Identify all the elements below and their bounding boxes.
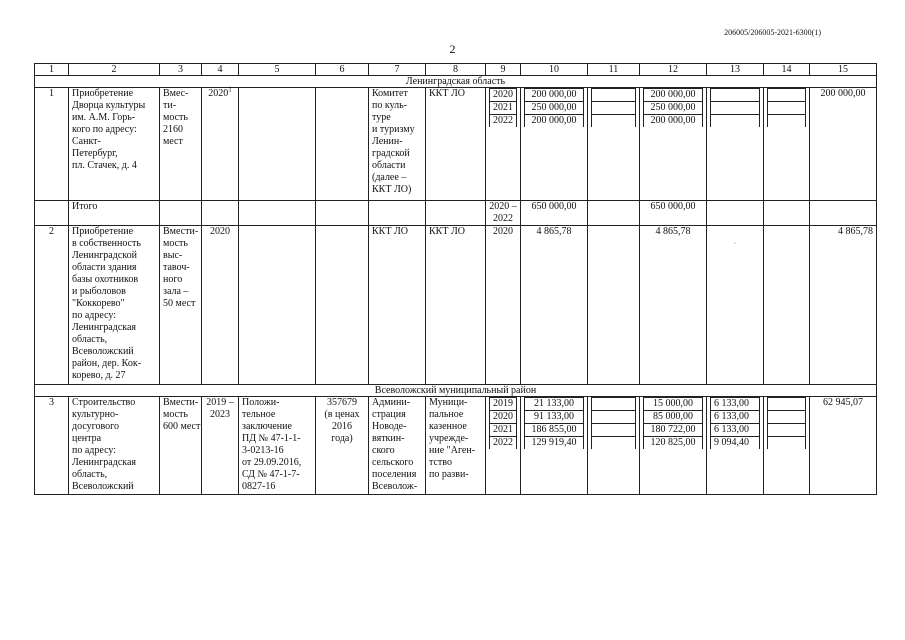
regional-budget: 15 000,00 85 000,00 180 722,00 120 825,00 [640,397,707,495]
total-financing: 21 133,00 91 133,00 186 855,00 129 919,40 [521,397,588,495]
region-title: Ленинградская область [35,76,877,88]
executor: ККТ ЛО [426,226,486,385]
document-id: 206005/206005-2021-6300(1) [724,28,821,37]
finance-years: 2020 2021 2022 [486,88,521,201]
row-number: 3 [35,397,69,495]
balance: 62 945,07 [810,397,877,495]
balance: 200 000,00 [810,88,877,201]
local-budget: · [707,226,764,385]
regional-budget: 200 000,00 250 000,00 200 000,00 [640,88,707,201]
total-years: 2020 – 2022 [486,201,521,226]
column-number: 1 [35,64,69,76]
balance: 4 865,78 [810,226,877,385]
capacity: Вмес- ти- мость 2160 мест [160,88,202,201]
column-header-row [35,64,877,76]
local-budget [707,88,764,201]
column-number: 12 [640,64,707,76]
customer: Админи- страция Новоде- вяткин- ского сельского поселения Всеволож- [369,397,426,495]
finance-years: 2019 2020 2021 2022 [486,397,521,495]
estimated-cost: 357679 (в ценах 2016 года) [316,397,369,495]
object-name: Приобретение Дворца культуры им. А.М. Горь- кого по адресу: Санкт- Петербург, пл. Стачек, д. 4 [69,88,160,201]
capacity: Вмести- мость выс- тавоч- ного зала – 50 мест [160,226,202,385]
regional-budget: 4 865,78 [640,226,707,385]
column-number: 8 [426,64,486,76]
local-budget: 6 133,00 6 133,00 6 133,00 9 094,40 [707,397,764,495]
total-financing: 650 000,00 [521,201,588,226]
object-name: Строительство культурно- досугового центра по адресу: Ленинградская область, Всеволожский [69,397,160,495]
customer: ККТ ЛО [369,226,426,385]
expertise [239,88,316,201]
column-number: 15 [810,64,877,76]
customer: Комитет по куль- туре и туризму Ленин- градской области (далее – ККТ ЛО) [369,88,426,201]
column-number: 14 [764,64,810,76]
expertise: Положи- тельное заключение ПД № 47-1-1- 3-0213-16 от 29.09.2016, СД № 47-1-7- 0827-16 [239,397,316,495]
total-label: Итого [69,201,160,226]
object-name: Приобретение в собственность Ленинградской области здания базы охотников и рыболовов "Коккорево" по адресу: Ленинградская область, Всеволожский район, дер. Кок- корево, д. 27 [69,226,160,385]
estimated-cost [316,226,369,385]
budget-table [34,63,877,495]
column-number: 11 [588,64,640,76]
page-number: 2 [449,42,456,56]
row-number: 1 [35,88,69,201]
column-number: 10 [521,64,588,76]
column-number: 4 [202,64,239,76]
column-number: 2 [69,64,160,76]
column-number: 3 [160,64,202,76]
column-number: 6 [316,64,369,76]
period: 2020$^1$ [202,88,239,201]
col-14 [764,88,810,201]
executor: Муници- пальное казенное учрежде- ние "Аген- тство по разви- [426,397,486,495]
column-number: 5 [239,64,316,76]
region-row-leningrad [35,76,877,88]
region-title: Всеволожский муниципальный район [35,385,877,397]
capacity: Вмести- мость 600 мест [160,397,202,495]
row-number: 2 [35,226,69,385]
executor: ККТ ЛО [426,88,486,201]
period: 2019 – 2023 [202,397,239,495]
col-11 [588,88,640,201]
total-financing: 200 000,00 250 000,00 200 000,00 [521,88,588,201]
table-row [35,226,877,385]
total-financing: 4 865,78 [521,226,588,385]
total-regional-budget: 650 000,00 [640,201,707,226]
region-row-vsevolozhsk [35,385,877,397]
period: 2020 [202,226,239,385]
estimated-cost [316,88,369,201]
column-number: 7 [369,64,426,76]
total-row [35,201,877,226]
finance-year: 2020 [486,226,521,385]
table-row [35,88,877,201]
expertise [239,226,316,385]
column-number: 9 [486,64,521,76]
table-row [35,397,877,495]
column-number: 13 [707,64,764,76]
col-11 [588,397,640,495]
col-14 [764,397,810,495]
